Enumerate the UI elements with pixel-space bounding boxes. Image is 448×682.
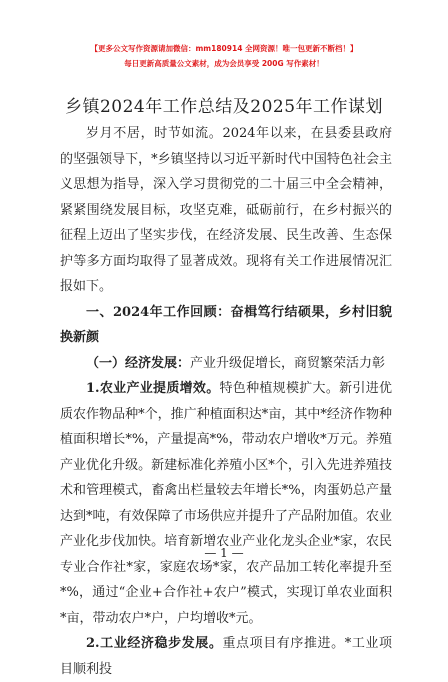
item-1-heading: 1.农业产业提质增效。: [86, 381, 220, 396]
subsection-heading-1-label: （一）经济发展：: [86, 355, 191, 371]
promo-banner-line-1: 【更多公文写作资源请加微信：mm180914 全网资源！唯一包更新不断档！】: [90, 44, 358, 53]
document-title: 乡镇2024年工作总结及2025年工作谋划: [64, 97, 384, 117]
item-paragraph-1: [60, 376, 392, 631]
item-2-text: 重点项目有序推进。*工业项目顺利投: [60, 636, 392, 677]
intro-paragraph: 岁月不居，时节如流。2024年以来，在县委县政府的坚强领导下，*乡镇坚持以习近平新时代中国特色社会主义思想为指导，深入学习贯彻党的二十届三中全会精神，紧紧围绕发展目标，攻坚克难，砥砺前行，在乡村振兴的征程上迈出了坚实步伐，在经济发展、民生改善、生态保护等多方面均取得了显著成效。现将有关工作进展情况汇报如下。: [60, 126, 392, 294]
item-paragraph-2: [60, 631, 392, 682]
item-2-heading: 2.工业经济稳步发展。: [86, 636, 223, 651]
section-heading-1: 一、2024年工作回顾：奋楫笃行结硕果，乡村旧貌换新颜: [60, 304, 392, 345]
document-body: [60, 121, 392, 682]
subsection-heading-1-text: 产业升级促增长，商贸繁荣活力彰: [190, 355, 386, 371]
page-number: — 1 —: [204, 546, 244, 560]
subsection-heading-1: [60, 351, 392, 377]
item-1-text: 特色种植规模扩大。新引进优质农作物品种*个，推广种植面积达*亩，其中*经济作物种植面积增长*%，产量提高*%，带动农户增收*万元。养殖产业优化升级。新建标准化养殖小区*个，引入先进养殖技术和管理模式，畜禽出栏量较去年增长*%，肉蛋奶总产量达到*吨，有效保障了市场供应并提升了产品附加值。农业产业化步伐加快。培育新增农业产业化龙头企业*家，农民专业合作社*家，家庭农场*家，农产品加工转化率提升至*%，通过“企业+合作社+农户”模式，实现订单农业面积*亩，带动农户*户，户均增收*元。: [60, 381, 392, 626]
promo-banner-line-2: 每日更新高质量公文素材，成为会员享受 200G 写作素材！: [124, 59, 324, 68]
